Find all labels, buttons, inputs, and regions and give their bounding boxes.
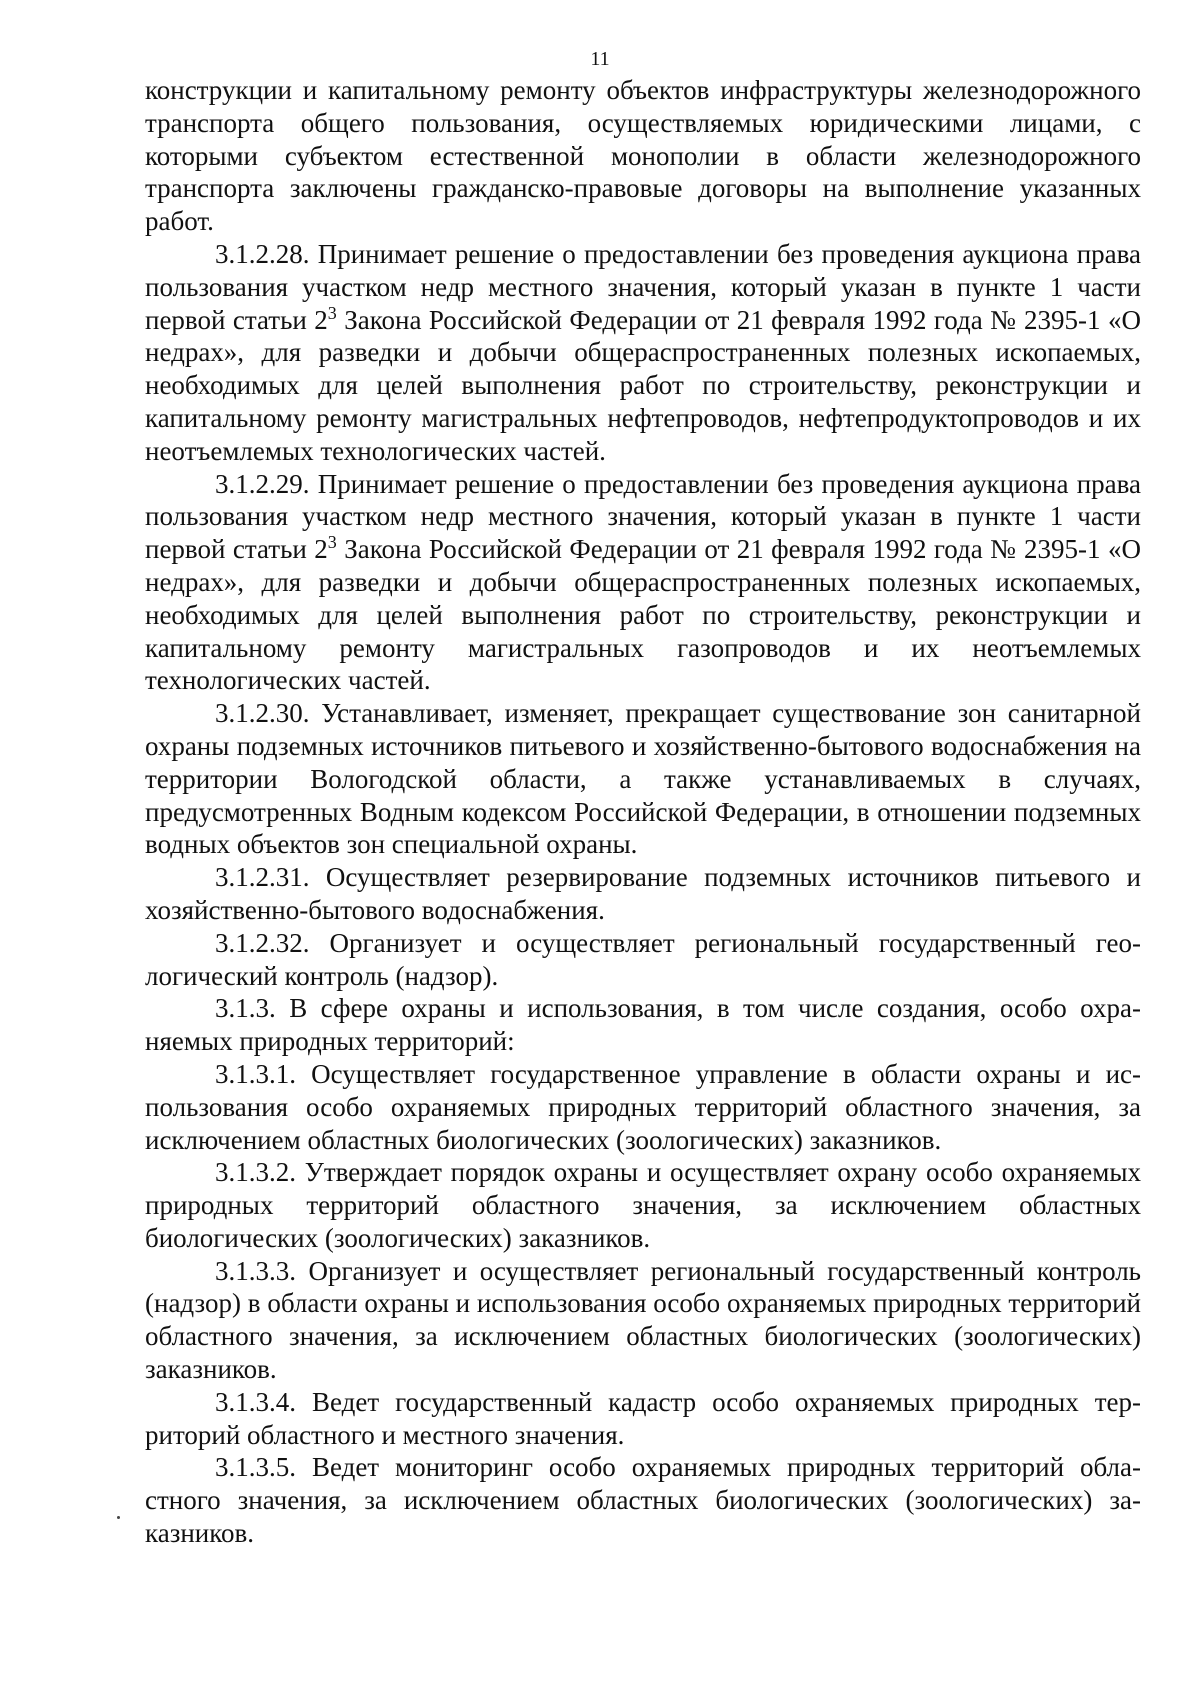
paragraph-text-part: Закона Российской Федерации от 21 февраля 1992 года № 2395-1 «О недрах», для разведки и добычи общераспространенных полезных ископаемых, необходимых для целей выполнения работ по строительству, реконструкции и капитальному ремонту магистральных газопроводов и их неотъемлемых технологических частей. — [145, 534, 1141, 696]
paragraph-3-1-2-30: 3.1.2.30. Устанавливает, изменяет, прекращает существование зон санитарной охраны подземных источников питьевого и хозяйственно-бытового водоснабжения на территории Вологодской области, а также устанавливаемых в случаях, предусмотренных Водным кодексом Российской Федерации, в отношении подземных водных объектов зон специальной охраны. — [145, 698, 1141, 860]
document-body — [145, 74, 1141, 1550]
paragraph-3-1-2-32: 3.1.2.32. Организует и осуществляет региональный государственный геологический контроль (надзор). — [145, 927, 1141, 991]
superscript: 3 — [327, 302, 337, 323]
paragraph-3-1-2-28 — [145, 238, 1141, 468]
page-number: 11 — [590, 48, 610, 70]
paragraph-3-1-3: 3.1.3. В сфере охраны и использования, в том числе создания, особо охраняемых природных территорий: — [145, 993, 1141, 1057]
paragraph-text-part: 3.1.2.28. Принимает решение о предоставлении без проведения аукциона права пользования участком недр местного значения, который указан в пункте 1 части первой статьи 2 — [145, 238, 1141, 335]
paragraph-continuation: конструкции и капитальному ремонту объектов инфраструктуры железнодорожного транспорта общего пользования, осуществляемых юридическими лицами, с которыми субъектом естественной монополии в области железнодорожного транспорта заключены гражданско-правовые договоры на выполнение указанных работ. — [145, 75, 1141, 237]
paragraph-3-1-2-31: 3.1.2.31. Осуществляет резервирование подземных источников питьевого и хозяйственно-бытового водоснабжения. — [145, 862, 1141, 925]
paragraph-3-1-3-2: 3.1.3.2. Утверждает порядок охраны и осуществляет охрану особо охраняемых природных территорий областного значения, за исключением областных биологических (зоологических) заказников. — [145, 1157, 1141, 1253]
paragraph-3-1-3-3: 3.1.3.3. Организует и осуществляет региональный государственный контроль (надзор) в области охраны и использования особо охраняемых природных территорий областного значения, за исключением областных биологических (зоологических) заказников. — [145, 1255, 1141, 1385]
paragraph-text-part: 3.1.2.29. Принимает решение о предоставлении без проведения аукциона права пользования участком недр местного значения, который указан в пункте 1 части первой статьи 2 — [145, 468, 1141, 565]
paragraph-3-1-2-29 — [145, 468, 1141, 698]
paragraph-3-1-3-4: 3.1.3.4. Ведет государственный кадастр особо охраняемых природных территорий областного и местного значения. — [145, 1386, 1141, 1450]
paragraph-3-1-3-5: 3.1.3.5. Ведет мониторинг особо охраняемых природных территорий областного значения, за исключением областных биологических (зоологических) заказников. — [145, 1452, 1141, 1549]
scan-speck — [117, 1516, 120, 1519]
paragraph-3-1-3-1: 3.1.3.1. Осуществляет государственное управление в области охраны и использования особо охраняемых природных территорий областного значения, за исключением областных биологических (зоологических) заказников. — [145, 1058, 1141, 1155]
superscript: 3 — [327, 532, 337, 553]
paragraph-text-part: Закона Российской Федерации от 21 февраля 1992 года № 2395-1 «О недрах», для разведки и добычи общераспространенных полезных ископаемых, необходимых для целей выполнения работ по строительству, реконструкции и капитальному ремонту магистральных нефтепроводов, нефтепродуктопроводов и их неотъемлемых технологических частей. — [145, 304, 1141, 466]
